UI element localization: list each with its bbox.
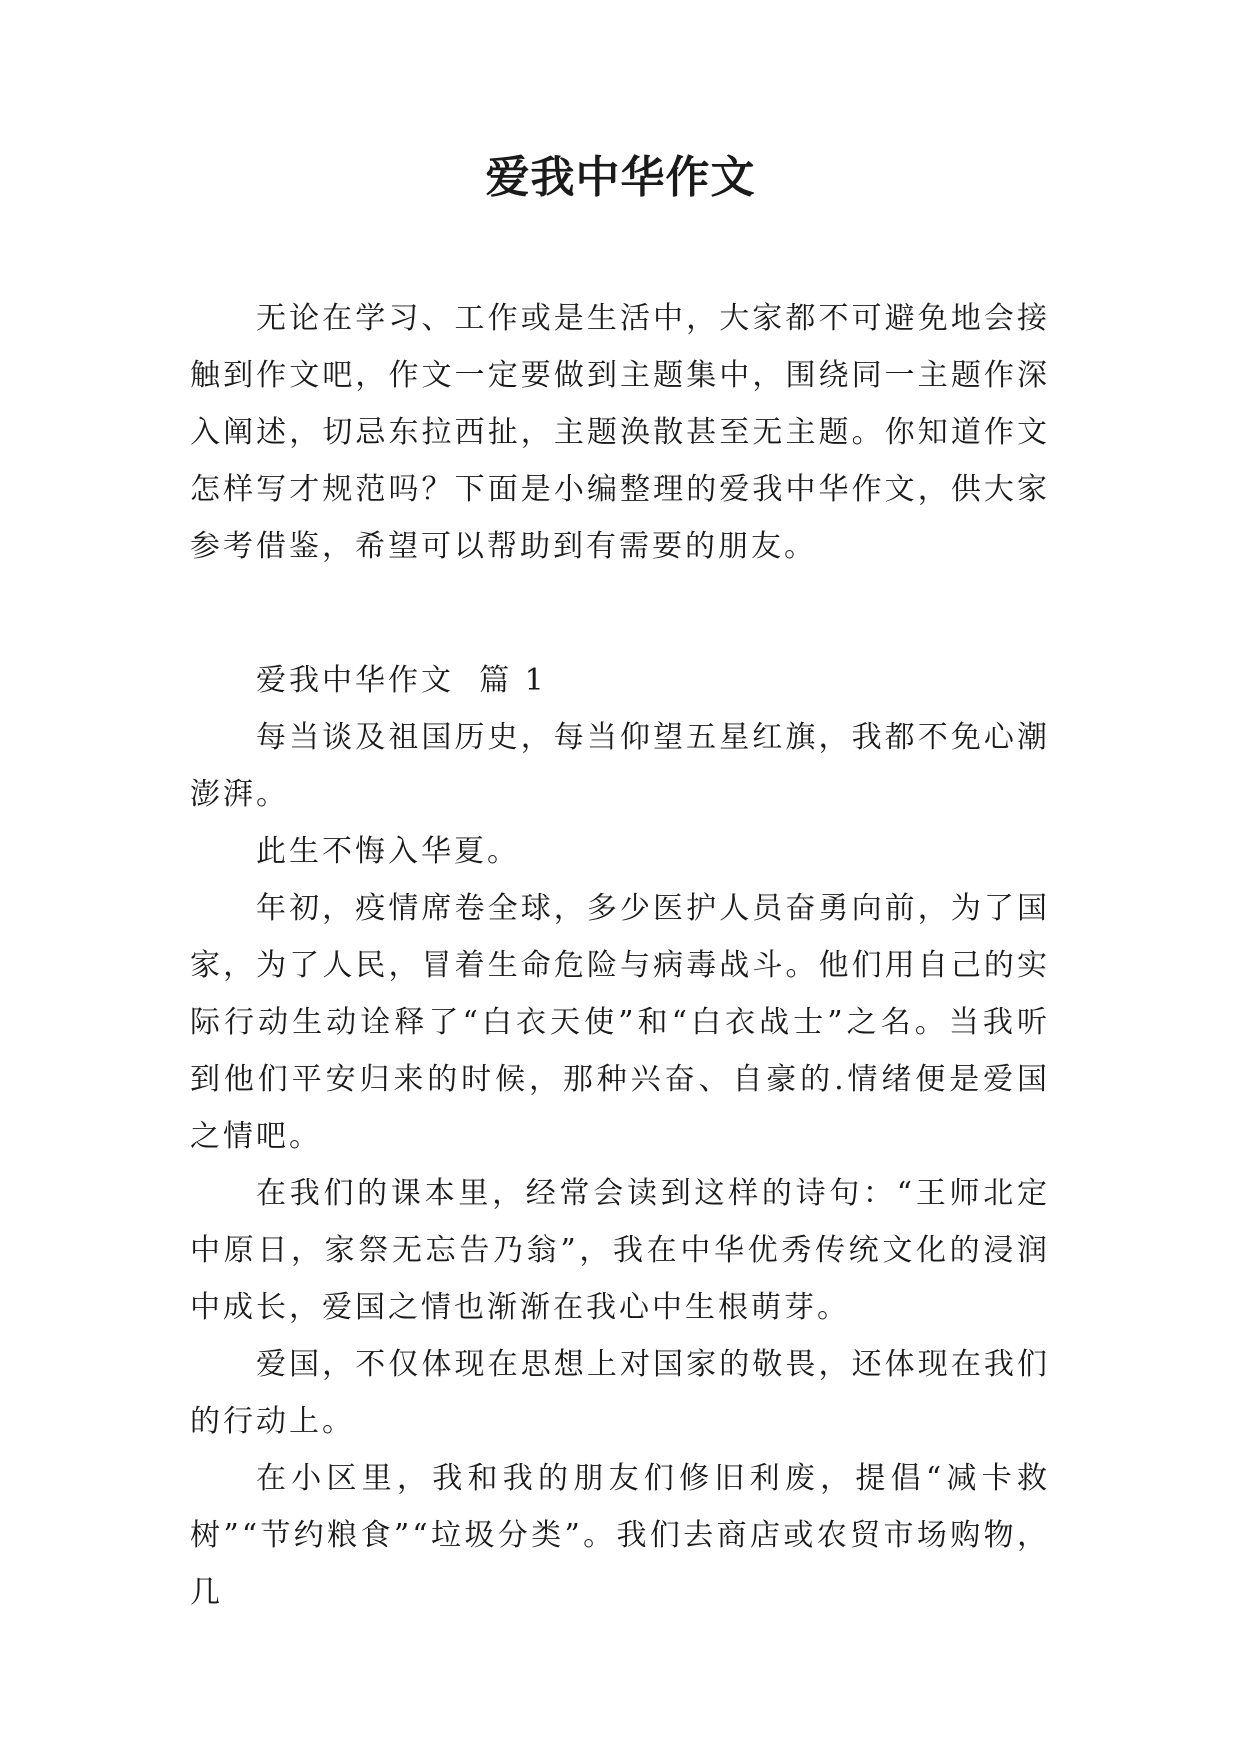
intro-paragraph: 无论在学习、工作或是生活中，大家都不可避免地会接触到作文吧，作文一定要做到主题集中，围绕同一主题作深入阐述，切忌东拉西扯，主题涣散甚至无主题。你知道作文怎样写才规范吗？下面是小编整理的爱我中华作文，供大家参考借鉴，希望可以帮助到有需要的朋友。 [190, 301, 1050, 564]
section-spacer [190, 575, 1050, 652]
body-paragraph: 每当谈及祖国历史，每当仰望五星红旗，我都不免心潮澎湃。 [190, 720, 1050, 812]
body-paragraph: 爱国，不仅体现在思想上对国家的敬畏，还体现在我们的行动上。 [190, 1347, 1050, 1439]
document-title: 爱我中华作文 [485, 152, 756, 203]
body-paragraph: 此生不悔入华夏。 [256, 834, 520, 869]
body-paragraph: 年初，疫情席卷全球，多少医护人员奋勇向前，为了国家，为了人民，冒着生命危险与病毒战斗。他们用自己的实际行动生动诠释了“白衣天使”和“白衣战士”之名。当我听到他们平安归来的时候，那种兴奋、自豪的.情绪便是爱国之情吧。 [190, 891, 1050, 1154]
section-heading: 爱我中华作文 篇 1 [256, 663, 547, 698]
body-paragraph: 在我们的课本里，经常会读到这样的诗句：“王师北定中原日，家祭无忘告乃翁”，我在中华优秀传统文化的浸润中成长，爱国之情也渐渐在我心中生根萌芽。 [190, 1176, 1050, 1325]
body-paragraph: 在小区里，我和我的朋友们修旧利废，提倡“减卡救树”“节约粮食”“垃圾分类”。我们去商店或农贸市场购物，几 [190, 1461, 1050, 1610]
document-body [190, 290, 1050, 1621]
